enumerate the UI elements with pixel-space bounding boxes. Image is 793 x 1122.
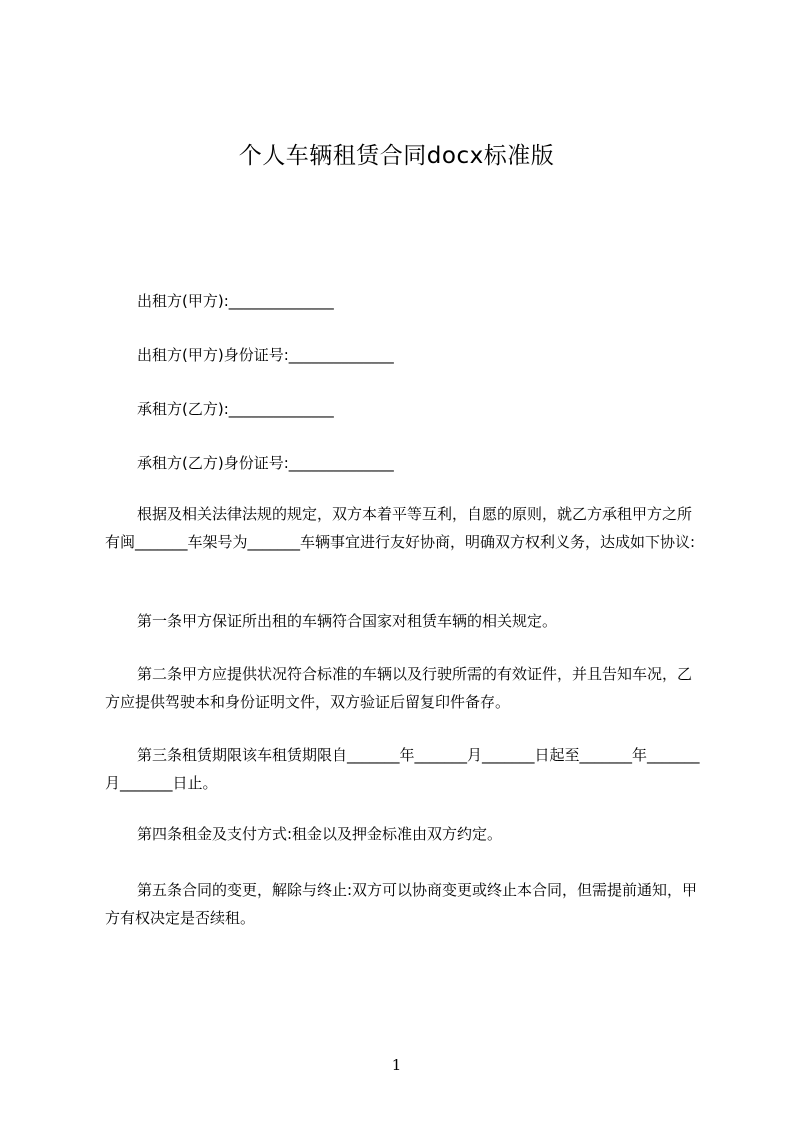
clause-1: 第一条甲方保证所出租的车辆符合国家对租赁车辆的相关规定。 xyxy=(137,612,558,630)
clause-5: 第五条合同的变更，解除与终止:双方可以协商变更或终止本合同，但需提前通知，甲方有权决定是否续租。 xyxy=(105,881,698,927)
clause-4: 第四条租金及支付方式:租金以及押金标准由双方约定。 xyxy=(137,825,503,843)
clause-2: 第二条甲方应提供状况符合标准的车辆以及行驶所需的有效证件，并且告知车况，乙方应提供驾驶本和身份证明文件，双方验证后留复印件备存。 xyxy=(105,665,693,711)
lessor-name-field: 出租方(甲方):______________ xyxy=(137,292,334,310)
intro-paragraph: 根据及相关法律法规的规定，双方本着平等互利，自愿的原则，就乙方承租甲方之所有闽_______车架号为_______车辆事宜进行友好协商，明确双方权利义务，达成如下协议: xyxy=(105,505,696,551)
lessee-id-field: 承租方(乙方)身份证号:______________ xyxy=(137,454,394,472)
document-title: 个人车辆租赁合同docx标准版 xyxy=(238,143,555,169)
lessor-id-field: 出租方(甲方)身份证号:______________ xyxy=(137,346,394,364)
clause-3: 第三条租赁期限该车租赁期限自_______年_______月_______日起至_______年_______月_______日止。 xyxy=(105,746,700,792)
page-number: 1 xyxy=(391,1056,402,1074)
lessee-name-field: 承租方(乙方):______________ xyxy=(137,400,334,418)
